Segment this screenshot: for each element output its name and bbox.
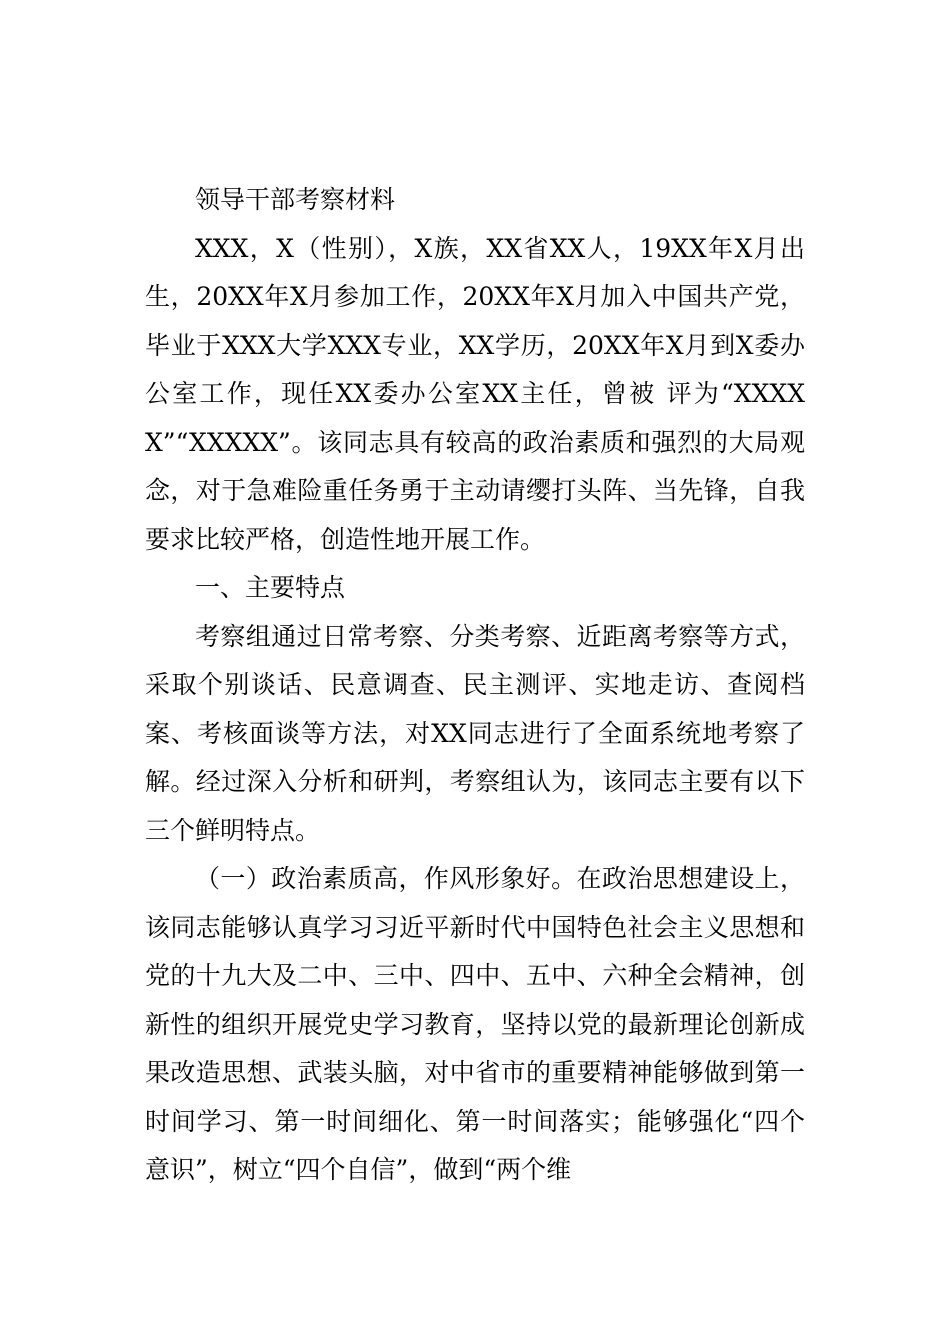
document-body — [145, 176, 805, 1195]
document-title: 领导干部考察材料 — [195, 185, 396, 214]
section-paragraph: 考察组通过日常考察、分类考察、近距离考察等方式，采取个别谈话、民意调查、民主测评、实地走访、查阅档案、考核面谈等方法，对XX同志进行了全面系统地考察了解。经过深入分析和研判，考察组认为，该同志主要有以下三个鲜明特点。 — [145, 621, 805, 845]
section-heading: 一、主要特点 — [195, 573, 346, 602]
intro-paragraph: XXX，X（性别），X族，XX省XX人，19XX年X月出生，20XX年X月参加工作，20XX年X月加入中国共产党，毕业于XXX大学XXX专业，XX学历，20XX年X月到X委办公室工作，现任XX委办公室XX主任，曾被 评为“XXXXX”“XXXXX”。该同志具有较高的政治素质和强烈的大局观念，对于急难险重任务勇于主动请缨打头阵、当先锋，自我要求比较严格，创造性地开展工作。 — [145, 233, 805, 554]
subsection-paragraph: （一）政治素质高，作风形象好。在政治思想建设上，该同志能够认真学习习近平新时代中国特色社会主义思想和党的十九大及二中、三中、四中、五中、六种全会精神，创新性的组织开展党史学习教育，坚持以党的最新理论创新成果改造思想、武装头脑，对中省市的重要精神能够做到第一时间学习、第一时间细化、第一时间落实；能够强化“四个意识”，树立“四个自信”，做到“两个维 — [145, 864, 805, 1184]
